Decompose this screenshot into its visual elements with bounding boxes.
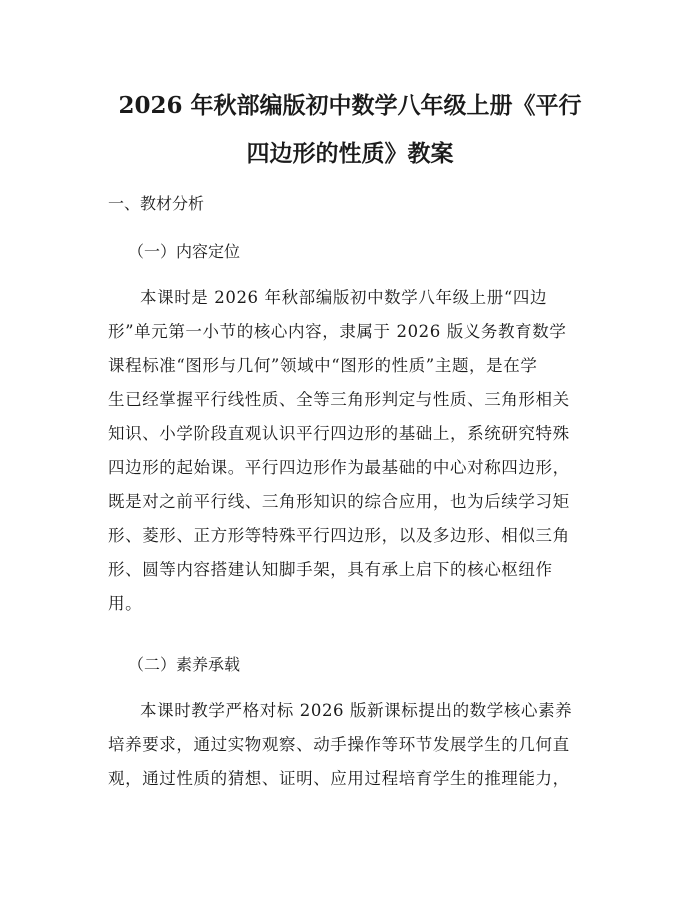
paragraph-line: 用。 [108, 594, 143, 613]
paragraph-line: 课程标准“图形与几何”领域中“图形的性质”主题，是在学 [108, 356, 538, 375]
paragraph-line: 本课时教学严格对标 2026 版新课标提出的数学核心素养 [140, 701, 573, 720]
subsection-heading-content-positioning: （一）内容定位 [128, 242, 241, 261]
paragraph-line: 本课时是 2026 年秋部编版初中数学八年级上册“四边 [140, 288, 548, 307]
paragraph-literacy-support [108, 699, 600, 809]
paragraph-line: 培养要求，通过实物观察、动手操作等环节发展学生的几何直 [108, 735, 570, 754]
paragraph-line: 知识、小学阶段直观认识平行四边形的基础上，系统研究特殊 [108, 424, 570, 443]
paragraph-line: 形”单元第一小节的核心内容，隶属于 2026 版义务教育数学 [108, 322, 567, 341]
paragraph-line: 四边形的起始课。平行四边形作为最基础的中心对称四边形， [108, 458, 570, 477]
subsection-heading-literacy-support: （二）素养承载 [128, 655, 241, 674]
document-title-line-2: 四边形的性质》教案 [246, 140, 454, 167]
paragraph-line: 观，通过性质的猜想、证明、应用过程培育学生的推理能力， [108, 769, 570, 788]
paragraph-line: 形、圆等内容搭建认知脚手架，具有承上启下的核心枢纽作 [108, 560, 553, 579]
document-title-line-1: 2026 年秋部编版初中数学八年级上册《平行 [118, 92, 582, 119]
paragraph-line: 形、菱形、正方形等特殊平行四边形，以及多边形、相似三角 [108, 526, 570, 545]
paragraph-content-positioning [108, 286, 600, 636]
section-heading-teaching-material-analysis: 一、教材分析 [108, 194, 205, 213]
paragraph-line: 既是对之前平行线、三角形知识的综合应用，也为后续学习矩 [108, 492, 570, 511]
paragraph-line: 生已经掌握平行线性质、全等三角形判定与性质、三角形相关 [108, 390, 570, 409]
